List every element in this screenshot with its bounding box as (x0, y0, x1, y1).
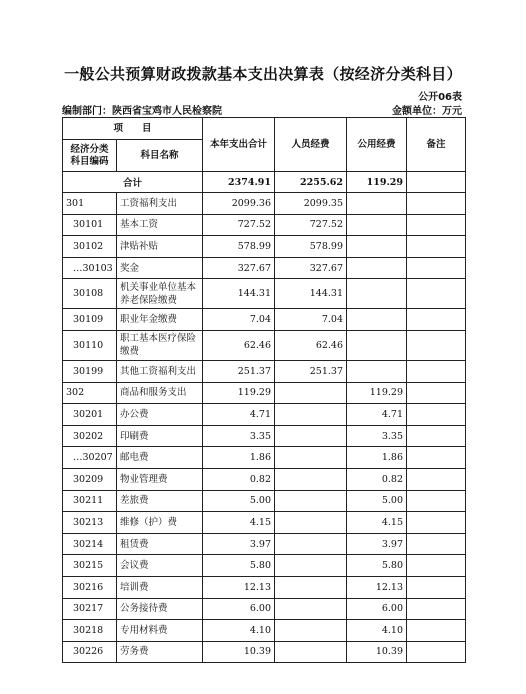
subject-name-cell: 工资福利支出 (117, 193, 203, 215)
personnel-amount-cell: 2099.35 (275, 193, 347, 215)
personnel-amount-cell (275, 490, 347, 512)
personnel-amount-cell (275, 512, 347, 534)
total-amount-cell: 4.71 (203, 404, 275, 426)
personnel-amount-cell (275, 425, 347, 447)
economic-code-cell: 30226 (63, 641, 117, 663)
personnel-amount-cell (275, 382, 347, 404)
table-row (63, 236, 466, 258)
public-header: 公用经费 (347, 118, 407, 172)
personnel-amount-cell: 144.31 (275, 279, 347, 309)
personnel-amount-cell (275, 620, 347, 642)
total-amount: 2374.91 (203, 172, 275, 193)
note-cell (407, 404, 466, 426)
table-row (63, 576, 466, 598)
unit-label: 金额单位：万元 (392, 106, 462, 117)
economic-code-cell: 30108 (63, 279, 117, 309)
note-cell (407, 425, 466, 447)
total-amount-cell: 7.04 (203, 309, 275, 331)
table-row (63, 425, 466, 447)
subject-name-cell: 商品和服务支出 (117, 382, 203, 404)
subject-name-cell: 会议费 (117, 555, 203, 577)
total-note (407, 172, 466, 193)
economic-code-cell: 30209 (63, 468, 117, 490)
table-row (63, 641, 466, 663)
public-amount-cell: 6.00 (347, 598, 407, 620)
subject-name-cell: 专用材料费 (117, 620, 203, 642)
table-row (63, 360, 466, 382)
economic-code-cell: 302 (63, 382, 117, 404)
total-amount-cell: 0.82 (203, 468, 275, 490)
table-row (63, 533, 466, 555)
table-row (63, 490, 466, 512)
subject-name-cell: 公务接待费 (117, 598, 203, 620)
subject-name-cell: 机关事业单位基本养老保险缴费 (117, 279, 203, 309)
subject-name-cell: 物业管理费 (117, 468, 203, 490)
total-amount-cell: 727.52 (203, 214, 275, 236)
economic-code-cell: 30216 (63, 576, 117, 598)
personnel-amount-cell: 251.37 (275, 360, 347, 382)
total-row (63, 172, 466, 193)
personnel-amount-cell (275, 576, 347, 598)
item-header: 项 目 (63, 118, 203, 140)
note-cell (407, 598, 466, 620)
total-amount-cell: 62.46 (203, 330, 275, 360)
subject-name-cell: 维修（护）费 (117, 512, 203, 534)
table-row (63, 309, 466, 331)
economic-code-cell: 30214 (63, 533, 117, 555)
public-amount-cell: 119.29 (347, 382, 407, 404)
personnel-amount-cell (275, 468, 347, 490)
public-amount-cell (347, 279, 407, 309)
economic-code-cell: 30201 (63, 404, 117, 426)
public-amount-cell (347, 193, 407, 215)
total-amount-cell: 4.10 (203, 620, 275, 642)
total-amount-cell: 144.31 (203, 279, 275, 309)
note-cell (407, 555, 466, 577)
public-amount-cell: 5.00 (347, 490, 407, 512)
subject-name-cell: 津贴补贴 (117, 236, 203, 258)
subject-name-cell: 邮电费 (117, 447, 203, 469)
personnel-amount-cell: 7.04 (275, 309, 347, 331)
economic-code-cell: 30215 (63, 555, 117, 577)
personnel-amount-cell: 727.52 (275, 214, 347, 236)
economic-code-cell: 30101 (63, 214, 117, 236)
personnel-amount-cell: 578.99 (275, 236, 347, 258)
note-cell (407, 382, 466, 404)
total-amount-cell: 578.99 (203, 236, 275, 258)
subject-name-cell: 其他工资福利支出 (117, 360, 203, 382)
personnel-amount-cell (275, 641, 347, 663)
personnel-amount-cell (275, 598, 347, 620)
subject-name-cell: 劳务费 (117, 641, 203, 663)
economic-code-cell: 30218 (63, 620, 117, 642)
public-amount-cell (347, 360, 407, 382)
total-amount-cell: 5.80 (203, 555, 275, 577)
total-amount-cell: 2099.36 (203, 193, 275, 215)
subject-name-cell: 奖金 (117, 257, 203, 279)
economic-code-cell: 30110 (63, 330, 117, 360)
public-amount-cell (347, 309, 407, 331)
total-amount-cell: 327.67 (203, 257, 275, 279)
total-amount-cell: 4.15 (203, 512, 275, 534)
note-cell (407, 279, 466, 309)
total-amount-cell: 3.97 (203, 533, 275, 555)
table-row (63, 279, 466, 309)
table-row (63, 330, 466, 360)
personnel-amount-cell (275, 404, 347, 426)
note-cell (407, 447, 466, 469)
subject-name-cell: 职工基本医疗保险缴费 (117, 330, 203, 360)
personnel-amount-cell: 327.67 (275, 257, 347, 279)
note-cell (407, 468, 466, 490)
total-label: 合计 (63, 172, 203, 193)
note-header: 备注 (407, 118, 466, 172)
total-personnel: 2255.62 (275, 172, 347, 193)
table-row (63, 404, 466, 426)
table-row (63, 468, 466, 490)
subject-name-cell: 基本工资 (117, 214, 203, 236)
table-row (63, 214, 466, 236)
public-amount-cell (347, 236, 407, 258)
total-amount-cell: 1.86 (203, 447, 275, 469)
total-amount-cell: 10.39 (203, 641, 275, 663)
note-cell (407, 512, 466, 534)
code-header: 经济分类科目编码 (63, 140, 117, 172)
subject-name-cell: 办公费 (117, 404, 203, 426)
public-amount-cell: 12.13 (347, 576, 407, 598)
total-amount-cell: 12.13 (203, 576, 275, 598)
note-cell (407, 620, 466, 642)
table-row (63, 598, 466, 620)
total-amount-cell: 3.35 (203, 425, 275, 447)
public-amount-cell: 0.82 (347, 468, 407, 490)
personnel-amount-cell (275, 555, 347, 577)
public-amount-cell: 4.15 (347, 512, 407, 534)
public-amount-cell: 3.97 (347, 533, 407, 555)
note-cell (407, 257, 466, 279)
public-amount-cell: 5.80 (347, 555, 407, 577)
personnel-amount-cell (275, 533, 347, 555)
table-row (63, 512, 466, 534)
economic-code-cell: 30213 (63, 512, 117, 534)
personnel-header: 人员经费 (275, 118, 347, 172)
note-cell (407, 330, 466, 360)
public-amount-cell (347, 330, 407, 360)
note-cell (407, 360, 466, 382)
economic-code-cell: 30202 (63, 425, 117, 447)
note-cell (407, 576, 466, 598)
total-amount-cell: 6.00 (203, 598, 275, 620)
report-meta (62, 102, 462, 116)
total-public: 119.29 (347, 172, 407, 193)
subject-name-cell: 差旅费 (117, 490, 203, 512)
subject-name-cell: 租赁费 (117, 533, 203, 555)
note-cell (407, 236, 466, 258)
personnel-amount-cell (275, 447, 347, 469)
economic-code-cell: 30217 (63, 598, 117, 620)
table-row (63, 447, 466, 469)
economic-code-cell: 30211 (63, 490, 117, 512)
total-amount-cell: 119.29 (203, 382, 275, 404)
public-amount-cell: 4.71 (347, 404, 407, 426)
total-amount-cell: 5.00 (203, 490, 275, 512)
note-cell (407, 641, 466, 663)
note-cell (407, 490, 466, 512)
subject-name-cell: 职业年金缴费 (117, 309, 203, 331)
total-header: 本年支出合计 (203, 118, 275, 172)
public-amount-cell: 1.86 (347, 447, 407, 469)
public-amount-cell (347, 257, 407, 279)
table-row (63, 382, 466, 404)
public-amount-cell (347, 214, 407, 236)
table-row (63, 555, 466, 577)
personnel-amount-cell: 62.46 (275, 330, 347, 360)
name-header: 科目名称 (117, 140, 203, 172)
economic-code-cell: 30102 (63, 236, 117, 258)
economic-code-cell: …30103 (63, 257, 117, 279)
note-cell (407, 309, 466, 331)
subject-name-cell: 培训费 (117, 576, 203, 598)
subject-name-cell: 印刷费 (117, 425, 203, 447)
department-label: 编制部门：陕西省宝鸡市人民检察院 (62, 106, 222, 117)
expenditure-table (62, 117, 466, 663)
note-cell (407, 533, 466, 555)
public-amount-cell: 3.35 (347, 425, 407, 447)
note-cell (407, 193, 466, 215)
table-row (63, 193, 466, 215)
form-number: 公开06表 (418, 92, 462, 103)
table-row (63, 620, 466, 642)
table-row (63, 257, 466, 279)
economic-code-cell: 30109 (63, 309, 117, 331)
note-cell (407, 214, 466, 236)
public-amount-cell: 4.10 (347, 620, 407, 642)
total-amount-cell: 251.37 (203, 360, 275, 382)
report-title: 一般公共预算财政拨款基本支出决算表（按经济分类科目） (64, 65, 462, 83)
economic-code-cell: 30199 (63, 360, 117, 382)
economic-code-cell: 301 (63, 193, 117, 215)
economic-code-cell: …30207 (63, 447, 117, 469)
public-amount-cell: 10.39 (347, 641, 407, 663)
